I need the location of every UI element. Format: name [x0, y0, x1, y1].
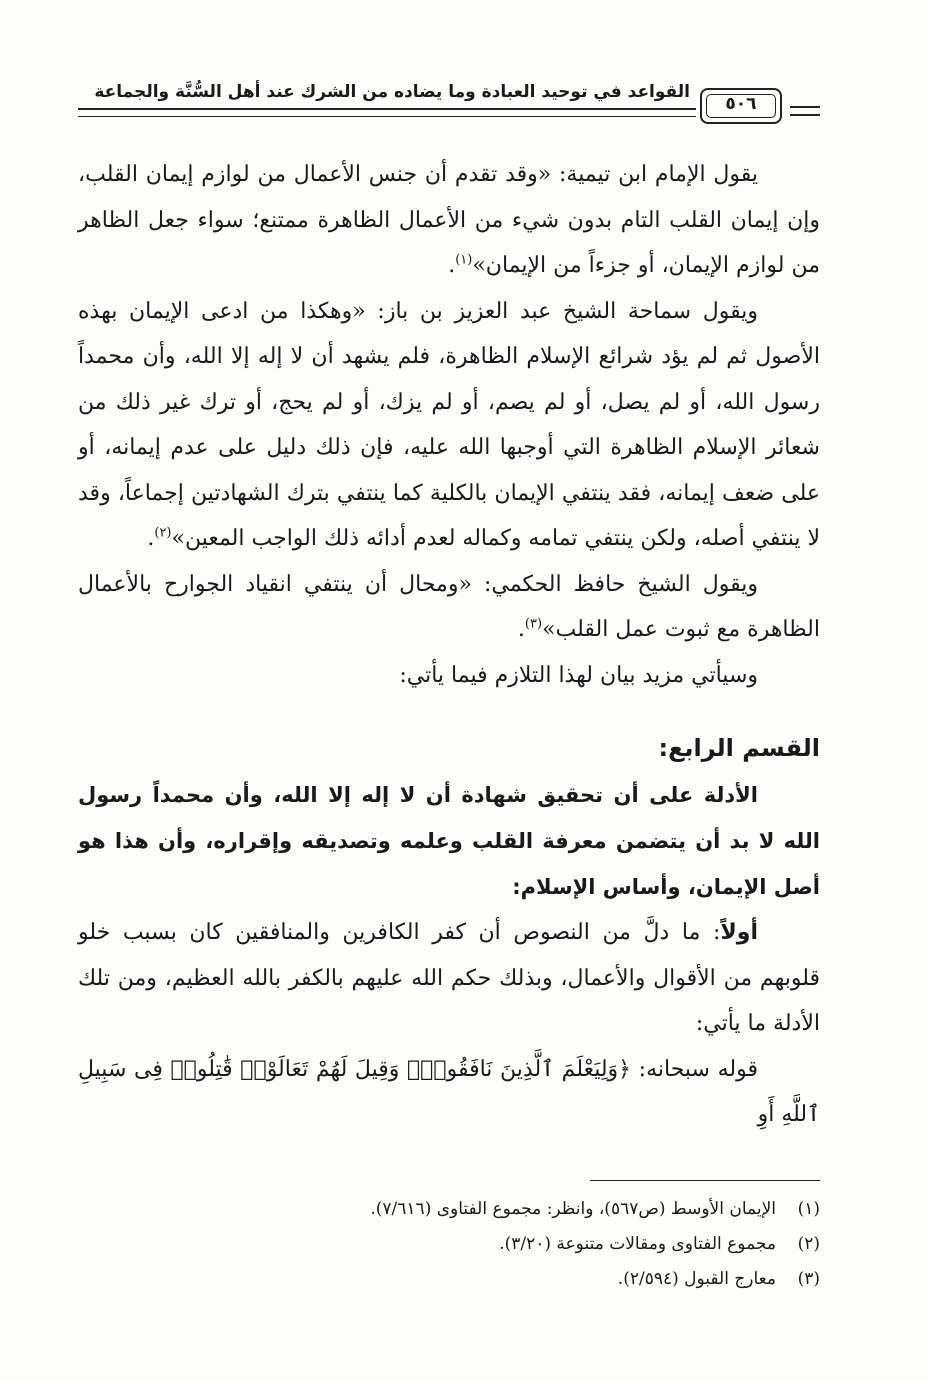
- running-title: القواعد في توحيد العبادة وما يضاده من الشرك عند أهل السُّنَّة والجماعة: [94, 82, 690, 102]
- footnotes: [78, 1192, 820, 1297]
- paragraph-ibn-taymiyya: يقول الإمام ابن تيمية: «وقد تقدم أن جنس الأعمال من لوازم إيمان القلب، وإن إيمان القلب التام بدون شيء من الأعمال الظاهرة ممتنع؛ سواء جعل الظاهر من لوازم الإيمان، أو جزءاً من الإيمان»$^{(١)}$.: [78, 162, 820, 278]
- paragraph-quran-verse: قوله سبحانه: ﴿وَلِيَعْلَمَ ٱلَّذِينَ نَافَقُوا۟ۚ وَقِيلَ لَهُمْ تَعَالَوْا۟ قَٰتِلُوا۟ فِى سَبِيلِ ٱللَّهِ أَوِ: [78, 1056, 820, 1127]
- section-title: القسم الرابع:: [658, 734, 820, 762]
- header-double-rule: [78, 108, 696, 117]
- footnote-text: مجموع الفتاوى ومقالات متنوعة (٣/٢٠).: [499, 1234, 776, 1254]
- footnote-ref-1[interactable]: (١): [455, 252, 473, 268]
- paragraph-text: ويقول سماحة الشيخ عبد العزيز بن باز: «وهكذا من ادعى الإيمان بهذه الأصول ثم لم يؤد شرائع الإسلام الظاهرة، فلم يشهد أن لا إله إلا الله، وأن محمداً رسول الله، أو لم يصل، أو لم يصم، أو لم يزك، أو لم يحج، أو ترك غير ذلك من شعائر الإسلام الظاهرة التي أوجبها الله عليه، فإن ذلك دليل على عدم إيمانه، أو على ضعف إيمانه، فقد ينتفي الإيمان بالكلية كما ينتفي بترك الشهادتين إجماعاً، وقد لا ينتفي أصله، ولكن ينتفي تمامه وكماله لعدم أدائه ذلك الواجب المعين»: [78, 298, 820, 551]
- page-header: [78, 78, 820, 138]
- footnote-ref-3[interactable]: (٣): [524, 616, 543, 632]
- main-text: [78, 152, 820, 1138]
- footnote-text: معارج القبول (٢/٥٩٤).: [617, 1269, 776, 1289]
- header-ornament-rule: [790, 106, 820, 116]
- paragraph-text: يقول الإمام ابن تيمية: «وقد تقدم أن جنس الأعمال من لوازم إيمان القلب، وإن إيمان القلب التام بدون شيء من الأعمال الظاهرة ممتنع؛ سواء جعل الظاهر من لوازم الإيمان، أو جزءاً من الإيمان»: [78, 162, 820, 278]
- footnote-text: الإيمان الأوسط (ص٥٦٧)، وانظر: مجموع الفتاوى (٧/٦١٦).: [370, 1199, 776, 1219]
- page-number-frame: [700, 88, 782, 124]
- footnote-3: [78, 1262, 820, 1297]
- paragraph-ibn-baz: ويقول سماحة الشيخ عبد العزيز بن باز: «وهكذا من ادعى الإيمان بهذه الأصول ثم لم يؤد شرائع الإسلام الظاهرة، فلم يشهد أن لا إله إلا الله، وأن محمداً رسول الله، أو لم يصل، أو لم يصم، أو لم يزك، أو لم يحج، أو ترك غير ذلك من شعائر الإسلام الظاهرة التي أوجبها الله عليه، فإن ذلك دليل على عدم إيمانه، أو على ضعف إيمانه، فقد ينتفي الإيمان بالكلية كما ينتفي بترك الشهادتين إجماعاً، وقد لا ينتفي أصله، ولكن ينتفي تمامه وكماله لعدم أدائه ذلك الواجب المعين»$^{(٢)}$.: [78, 298, 820, 551]
- footnote-number: (١): [797, 1199, 820, 1219]
- footnote-separator: [590, 1180, 820, 1181]
- footnote-number: (٢): [797, 1234, 820, 1254]
- first-label: أولاً: [720, 920, 759, 945]
- paragraph-text: : ما دلَّ من النصوص أن كفر الكافرين والمنافقين كان بسبب خلو قلوبهم من الأقوال والأعمال، وبذلك حكم الله عليهم بالكفر بالله العظيم، ومن تلك الأدلة ما يأتي:: [78, 920, 820, 1036]
- paragraph-text: ويقول الشيخ حافظ الحكمي: «ومحال أن ينتفي انقياد الجوارح بالأعمال الظاهرة مع ثبوت عمل القلب»: [78, 571, 820, 642]
- footnote-1: [78, 1192, 820, 1227]
- section-heading: الأدلة على أن تحقيق شهادة أن لا إله إلا الله، وأن محمداً رسول الله لا بد أن يتضمن معرفة القلب وعلمه وتصديقه وإقراره، وأن هذا هو أصل الإيمان، وأساس الإسلام:: [78, 783, 820, 899]
- paragraph-hakami: ويقول الشيخ حافظ الحكمي: «ومحال أن ينتفي انقياد الجوارح بالأعمال الظاهرة مع ثبوت عمل القلب»$^{(٣)}$.: [78, 571, 820, 642]
- footnote-number: (٣): [797, 1269, 820, 1289]
- footnote-2: [78, 1227, 820, 1262]
- page-number: ٥٠٦: [725, 94, 757, 114]
- footnote-ref-2[interactable]: (٢): [154, 525, 172, 541]
- paragraph-first-evidence: [78, 910, 820, 1047]
- paragraph-transition: وسيأتي مزيد بيان لهذا التلازم فيما يأتي:: [399, 662, 758, 688]
